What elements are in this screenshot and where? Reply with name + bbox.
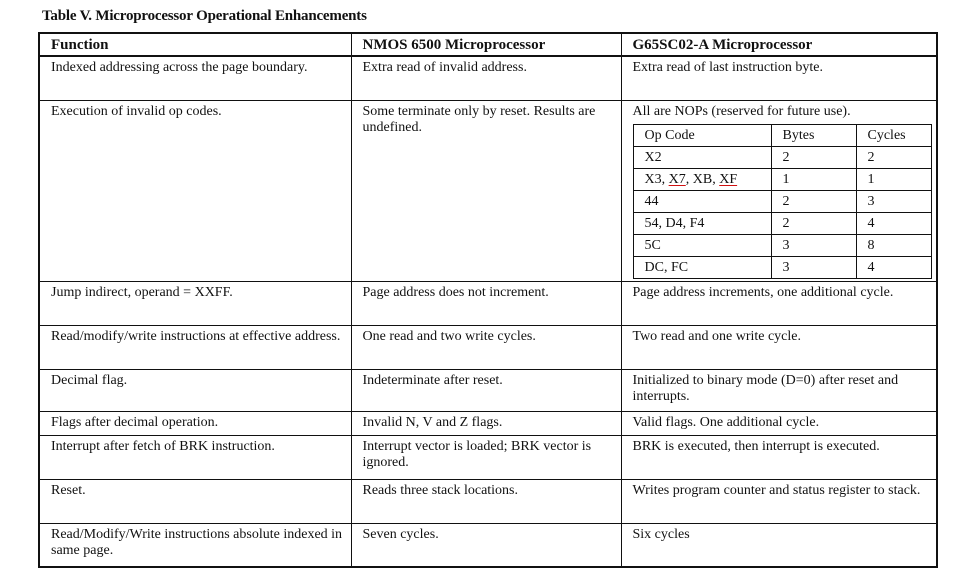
opcode-row xyxy=(633,146,932,168)
nop-note: All are NOPs (reserved for future use). xyxy=(632,103,851,119)
opcode-cycles: 2 xyxy=(856,146,932,168)
opcode-code: 5C xyxy=(633,234,771,256)
enhancements-table xyxy=(38,32,938,568)
opcode-header-row xyxy=(633,124,932,146)
cell-nmos: Page address does not increment. xyxy=(351,281,621,325)
opcode-header-code: Op Code xyxy=(633,124,771,146)
cell-nmos: One read and two write cycles. xyxy=(351,325,621,369)
opcode-header-bytes: Bytes xyxy=(771,124,856,146)
opcode-code-part: X3, xyxy=(644,171,669,187)
cell-nmos: Invalid N, V and Z flags. xyxy=(351,411,621,435)
opcode-row xyxy=(633,190,932,212)
opcode-bytes: 2 xyxy=(771,146,856,168)
table-title: Table V. Microprocessor Operational Enhancements xyxy=(42,8,367,24)
opcode-code-underlined: X7 xyxy=(668,171,686,187)
opcode-row xyxy=(633,168,932,190)
cell-function: Interrupt after fetch of BRK instruction. xyxy=(39,435,351,479)
opcode-code: DC, FC xyxy=(633,256,771,278)
opcode-bytes: 1 xyxy=(771,168,856,190)
opcode-cycles: 4 xyxy=(856,256,932,278)
cell-nmos: Reads three stack locations. xyxy=(351,479,621,523)
cell-g65sc02: Writes program counter and status register to stack. xyxy=(621,479,937,523)
table-row xyxy=(39,100,937,281)
cell-function: Flags after decimal operation. xyxy=(39,411,351,435)
opcode-cycles: 4 xyxy=(856,212,932,234)
col-header-function: Function xyxy=(39,33,351,56)
cell-function: Read/modify/write instructions at effective address. xyxy=(39,325,351,369)
cell-g65sc02: Valid flags. One additional cycle. xyxy=(621,411,937,435)
col-header-nmos: NMOS 6500 Microprocessor xyxy=(351,33,621,56)
opcode-bytes: 2 xyxy=(771,212,856,234)
table-row xyxy=(39,281,937,325)
cell-g65sc02: Six cycles xyxy=(621,523,937,567)
cell-nmos: Some terminate only by reset. Results are undefined. xyxy=(351,100,621,281)
opcode-row xyxy=(633,256,932,278)
opcode-cycles: 3 xyxy=(856,190,932,212)
cell-g65sc02: BRK is executed, then interrupt is executed. xyxy=(621,435,937,479)
table-row xyxy=(39,435,937,479)
cell-function: Read/Modify/Write instructions absolute indexed in same page. xyxy=(39,523,351,567)
opcode-code: 54, D4, F4 xyxy=(633,212,771,234)
cell-nmos: Indeterminate after reset. xyxy=(351,369,621,411)
opcode-cycles: 8 xyxy=(856,234,932,256)
cell-function: Jump indirect, operand = XXFF. xyxy=(39,281,351,325)
opcode-code: 44 xyxy=(633,190,771,212)
cell-nmos: Interrupt vector is loaded; BRK vector is ignored. xyxy=(351,435,621,479)
cell-function: Decimal flag. xyxy=(39,369,351,411)
cell-function: Execution of invalid op codes. xyxy=(39,100,351,281)
table-row xyxy=(39,369,937,411)
table-row xyxy=(39,523,937,567)
cell-nmos: Seven cycles. xyxy=(351,523,621,567)
col-header-g65sc02: G65SC02-A Microprocessor xyxy=(621,33,937,56)
header-row xyxy=(39,33,937,56)
opcode-bytes: 3 xyxy=(771,234,856,256)
cell-function: Reset. xyxy=(39,479,351,523)
opcode-code xyxy=(633,168,771,190)
cell-g65sc02: Two read and one write cycle. xyxy=(621,325,937,369)
opcode-cycles: 1 xyxy=(856,168,932,190)
opcode-row xyxy=(633,234,932,256)
opcode-bytes: 3 xyxy=(771,256,856,278)
table-row xyxy=(39,56,937,100)
opcode-table xyxy=(633,124,933,279)
table-row xyxy=(39,411,937,435)
table-row xyxy=(39,325,937,369)
opcode-code: X2 xyxy=(633,146,771,168)
opcode-code-part: , XB, xyxy=(685,171,720,187)
opcode-header-cycles: Cycles xyxy=(856,124,932,146)
cell-g65sc02: Page address increments, one additional cycle. xyxy=(621,281,937,325)
cell-g65sc02 xyxy=(621,100,937,281)
table-row xyxy=(39,479,937,523)
opcode-code-underlined: XF xyxy=(719,171,738,187)
cell-g65sc02: Initialized to binary mode (D=0) after reset and interrupts. xyxy=(621,369,937,411)
opcode-bytes: 2 xyxy=(771,190,856,212)
cell-g65sc02: Extra read of last instruction byte. xyxy=(621,56,937,100)
cell-nmos: Extra read of invalid address. xyxy=(351,56,621,100)
opcode-row xyxy=(633,212,932,234)
cell-function: Indexed addressing across the page boundary. xyxy=(39,56,351,100)
